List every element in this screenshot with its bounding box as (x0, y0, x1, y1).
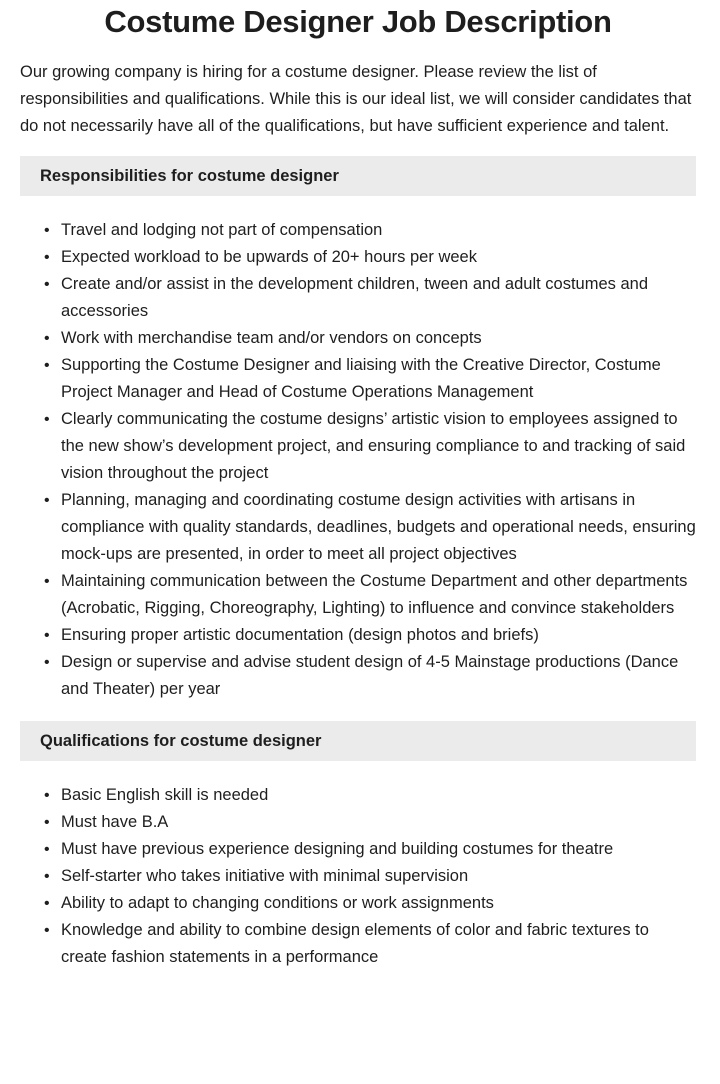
list-item: • Clearly communicating the costume designs’ artistic vision to employees assigned to the new show’s development project, and ensuring compliance to and tracking of said vision throughout the project (20, 406, 696, 487)
qualifications-section-header (20, 721, 696, 761)
qualifications-section-title: Qualifications for costume designer (40, 732, 322, 750)
list-item: • Travel and lodging not part of compensation (20, 217, 696, 244)
responsibilities-section-title: Responsibilities for costume designer (40, 167, 339, 185)
list-item: • Must have previous experience designing and building costumes for theatre (20, 836, 696, 863)
list-item: • Work with merchandise team and/or vendors on concepts (20, 325, 696, 352)
list-item: • Supporting the Costume Designer and liaising with the Creative Director, Costume Project Manager and Head of Costume Operations Management (20, 352, 696, 406)
intro-paragraph: Our growing company is hiring for a costume designer. Please review the list of responsibilities and qualifications. While this is our ideal list, we will consider candidates that do not necessarily have all of the qualifications, but have sufficient experience and talent. (20, 63, 692, 135)
list-item: • Must have B.A (20, 809, 696, 836)
responsibilities-list (20, 217, 696, 703)
list-item: • Maintaining communication between the Costume Department and other departments (Acrobatic, Rigging, Choreography, Lighting) to influence and convince stakeholders (20, 568, 696, 622)
list-item: • Self-starter who takes initiative with minimal supervision (20, 863, 696, 890)
list-item: • Create and/or assist in the development children, tween and adult costumes and accessories (20, 271, 696, 325)
list-item: • Ability to adapt to changing conditions or work assignments (20, 890, 696, 917)
page-title: Costume Designer Job Description (104, 4, 612, 39)
list-item: • Design or supervise and advise student design of 4-5 Mainstage productions (Dance and Theater) per year (20, 649, 696, 703)
responsibilities-section-header (20, 156, 696, 196)
list-item: • Basic English skill is needed (20, 782, 696, 809)
list-item: • Planning, managing and coordinating costume design activities with artisans in compliance with quality standards, deadlines, budgets and operational needs, ensuring mock-ups are presented, in order to meet all project objectives (20, 487, 696, 568)
list-item: • Ensuring proper artistic documentation (design photos and briefs) (20, 622, 696, 649)
list-item: • Knowledge and ability to combine design elements of color and fabric textures to create fashion statements in a performance (20, 917, 696, 971)
list-item: • Expected workload to be upwards of 20+ hours per week (20, 244, 696, 271)
qualifications-list (20, 782, 696, 971)
